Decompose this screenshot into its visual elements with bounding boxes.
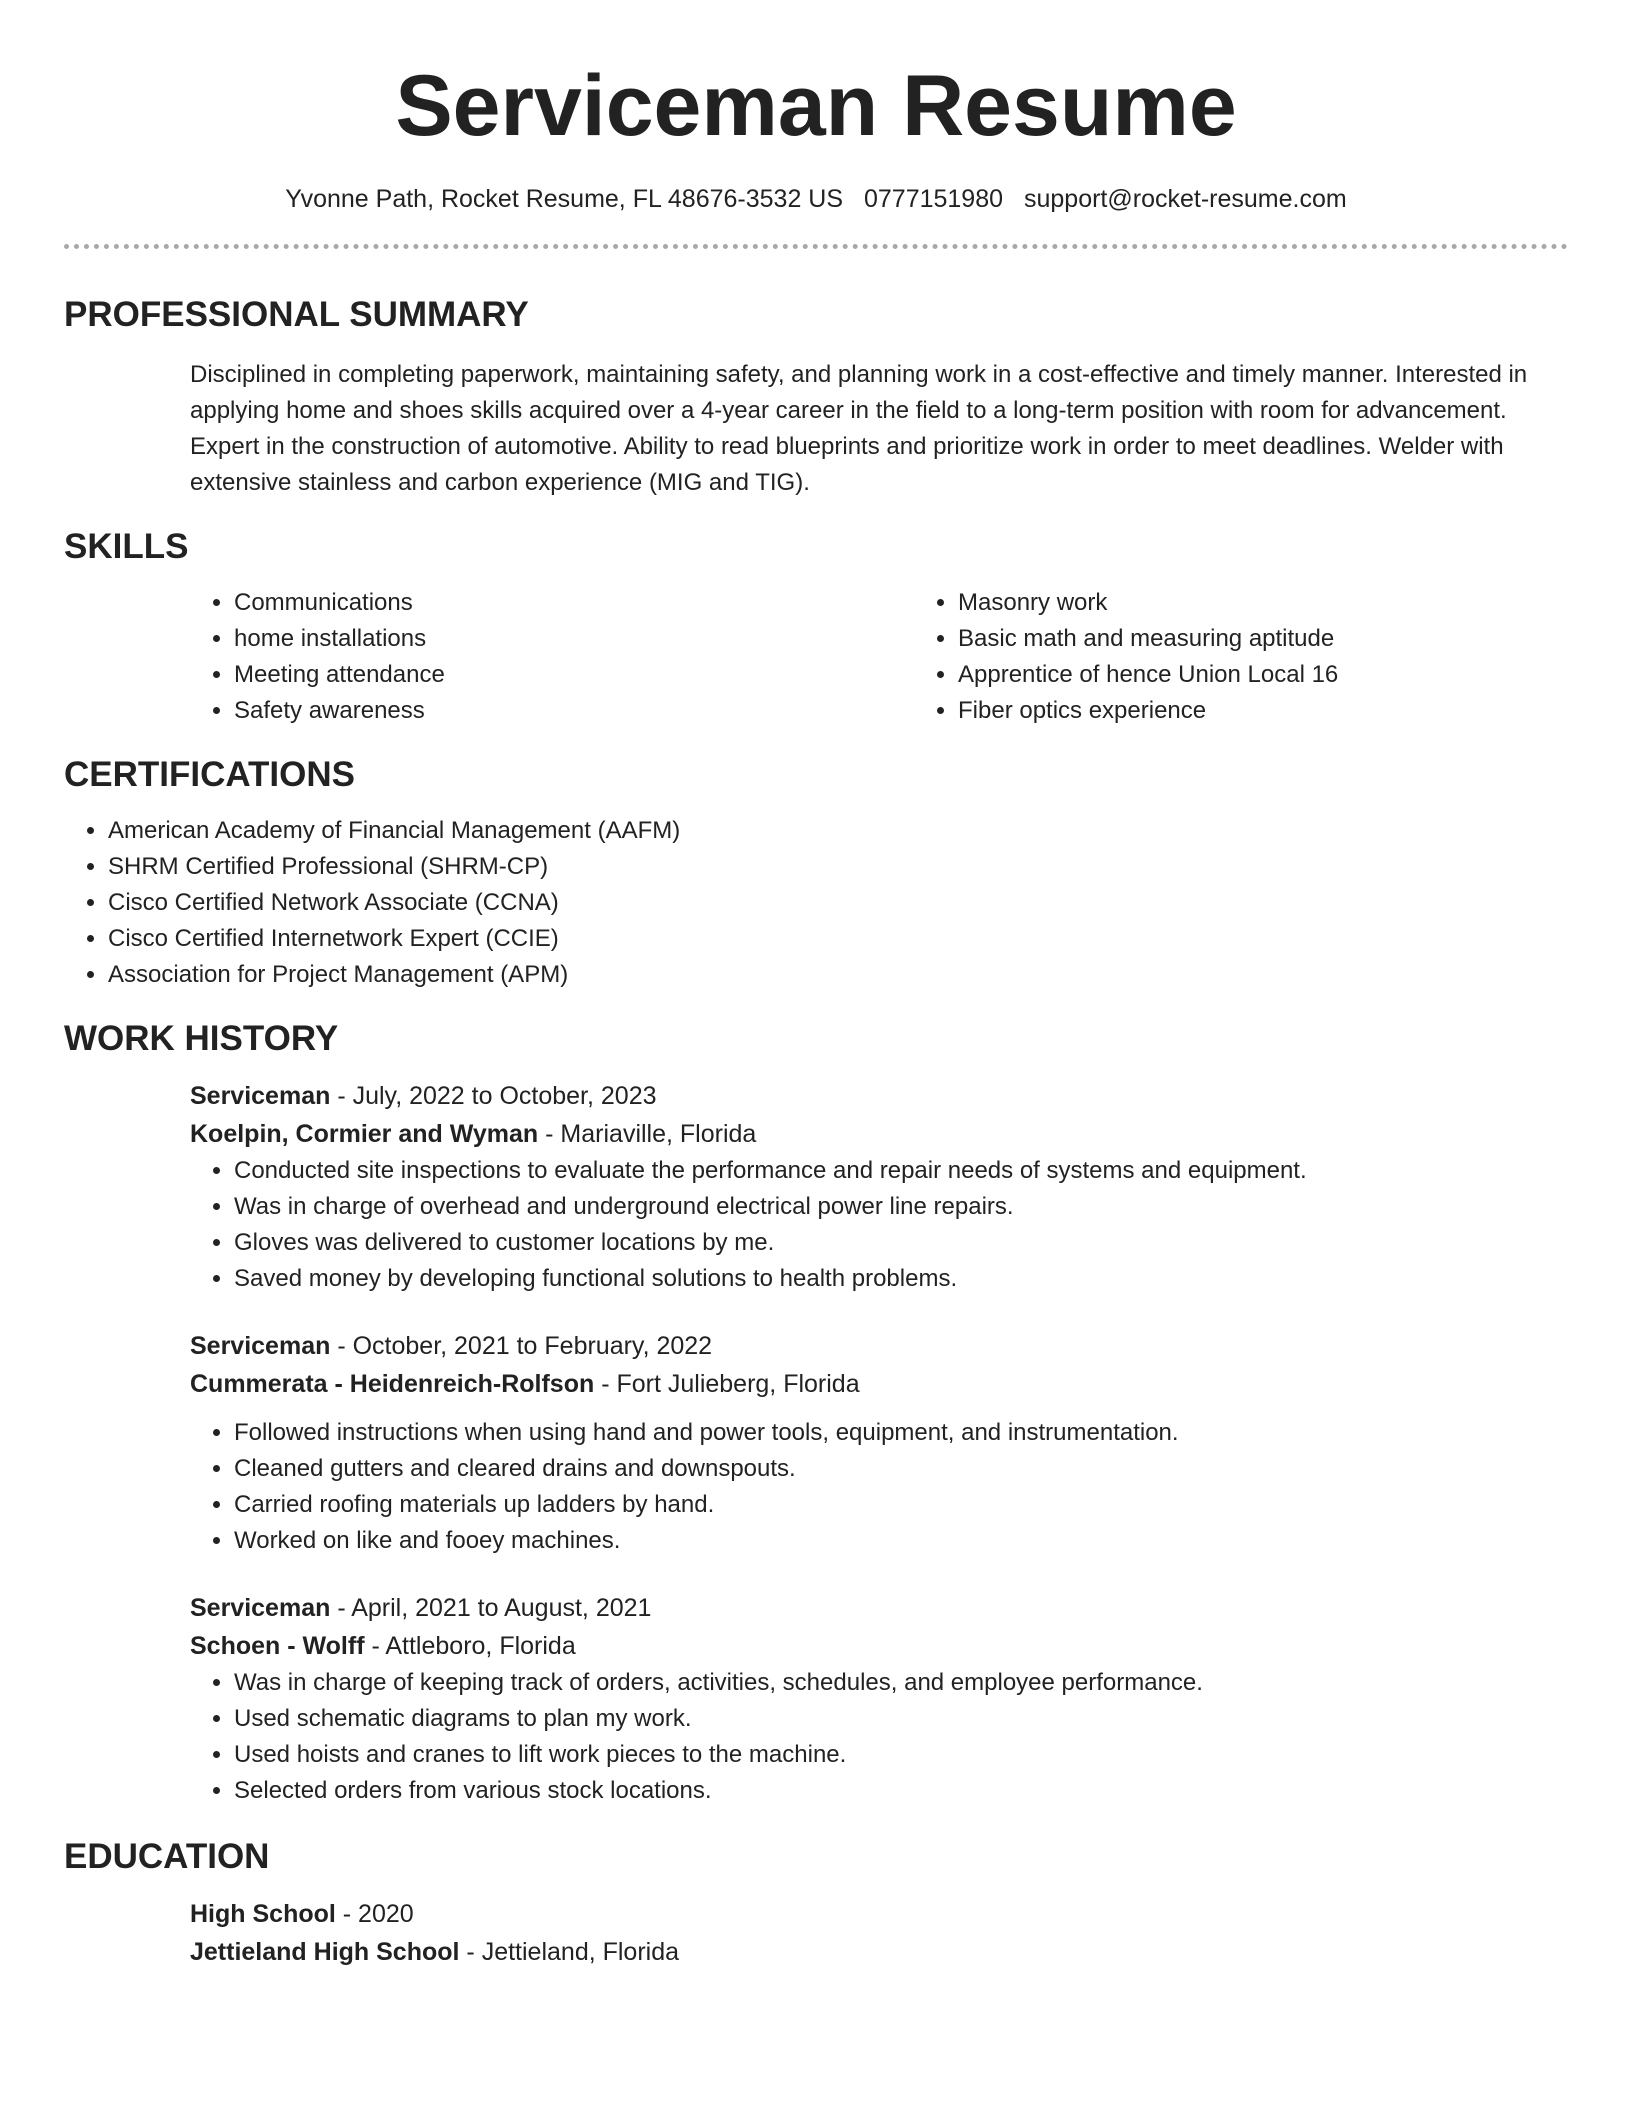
job-title: Serviceman [190,1594,331,1622]
job-duties [190,1153,1568,1297]
contact-email: support@rocket-resume.com [1023,185,1347,213]
skills-heading: SKILLS [64,527,189,566]
job-duty: • Conducted site inspections to evaluate the performance and repair needs of systems and equipment. [234,1153,1568,1189]
education-degree-line [190,1895,1568,1933]
skill-item: • Safety awareness [234,693,914,729]
summary-text: Disciplined in completing paperwork, maintaining safety, and planning work in a cost-effective and timely manner. Interested in applying home and shoes skills acquired over a 4-year career in the field to a long-term position with room for advancement. Expert in the construction of automotive. Ability to read blueprints and prioritize work in order to meet deadlines. Welder with extensive stainless and carbon experience (MIG and TIG). [190,361,1528,496]
job-duty: • Used hoists and cranes to lift work pieces to the machine. [234,1737,1568,1773]
certification-item: • Cisco Certified Internetwork Expert (CCIE) [108,921,1568,957]
job-dates: - October, 2021 to February, 2022 [330,1332,713,1360]
job-duty: • Used schematic diagrams to plan my work. [234,1701,1568,1737]
job-duty: • Saved money by developing functional solutions to health problems. [234,1261,1568,1297]
job-company-line [190,1365,1568,1403]
job-company: Cummerata - Heidenreich-Rolfson [190,1370,595,1398]
job-duty: • Followed instructions when using hand and power tools, equipment, and instrumentation. [234,1415,1568,1451]
job-company: Koelpin, Cormier and Wyman [190,1120,539,1148]
skill-item: • home installations [234,621,914,657]
skills-left-column [190,585,914,729]
job-company: Schoen - Wolff [190,1632,365,1660]
skill-item: • Meeting attendance [234,657,914,693]
job-duty: • Carried roofing materials up ladders by hand. [234,1487,1568,1523]
job-title: Serviceman [190,1332,331,1360]
education-heading: EDUCATION [64,1837,270,1876]
certifications-heading: CERTIFICATIONS [64,755,356,794]
job-duty: • Selected orders from various stock locations. [234,1773,1568,1809]
skill-item: • Basic math and measuring aptitude [958,621,1632,657]
certification-item: • SHRM Certified Professional (SHRM-CP) [108,849,1568,885]
job-location: - Fort Julieberg, Florida [594,1370,860,1398]
certifications-list [64,813,1568,993]
certification-item: • American Academy of Financial Management (AAFM) [108,813,1568,849]
skills-list [190,585,1568,729]
job-entry [190,1077,1568,1297]
summary-heading: PROFESSIONAL SUMMARY [64,295,529,334]
job-title-line [190,1589,1568,1627]
job-location: - Attleboro, Florida [364,1632,576,1660]
job-duties [190,1415,1568,1559]
contact-phone: 0777151980 [863,185,1004,213]
contact-line [64,182,1568,216]
job-duties [190,1665,1568,1809]
job-title-line [190,1327,1568,1365]
skill-item: • Apprentice of hence Union Local 16 [958,657,1632,693]
job-entry [190,1327,1568,1559]
job-title-line [190,1077,1568,1115]
skill-item: • Fiber optics experience [958,693,1632,729]
job-entry [190,1589,1568,1809]
job-duty: • Was in charge of overhead and underground electrical power line repairs. [234,1189,1568,1225]
certification-item: • Association for Project Management (APM) [108,957,1568,993]
contact-address: Yvonne Path, Rocket Resume, FL 48676-3532 US [285,185,844,213]
header-divider [64,244,1568,249]
job-dates: - April, 2021 to August, 2021 [330,1594,652,1622]
job-dates: - July, 2022 to October, 2023 [330,1082,657,1110]
education-school: Jettieland High School [190,1938,460,1966]
certification-item: • Cisco Certified Network Associate (CCNA) [108,885,1568,921]
job-duty: • Cleaned gutters and cleared drains and downspouts. [234,1451,1568,1487]
education-location: - Jettieland, Florida [459,1938,680,1966]
education-year: - 2020 [335,1900,414,1928]
skill-item: • Communications [234,585,914,621]
job-duty: • Gloves was delivered to customer locations by me. [234,1225,1568,1261]
education-degree: High School [190,1900,336,1928]
job-location: - Mariaville, Florida [538,1120,757,1148]
job-duty: • Was in charge of keeping track of orders, activities, schedules, and employee performance. [234,1665,1568,1701]
education-entry [190,1895,1568,1971]
job-title: Serviceman [190,1082,331,1110]
job-duty: • Worked on like and fooey machines. [234,1523,1568,1559]
skills-right-column [914,585,1632,729]
skill-item: • Masonry work [958,585,1632,621]
education-school-line [190,1933,1568,1971]
job-company-line [190,1627,1568,1665]
resume-title: Serviceman Resume [395,58,1237,154]
job-company-line [190,1115,1568,1153]
work-history-heading: WORK HISTORY [64,1019,339,1058]
